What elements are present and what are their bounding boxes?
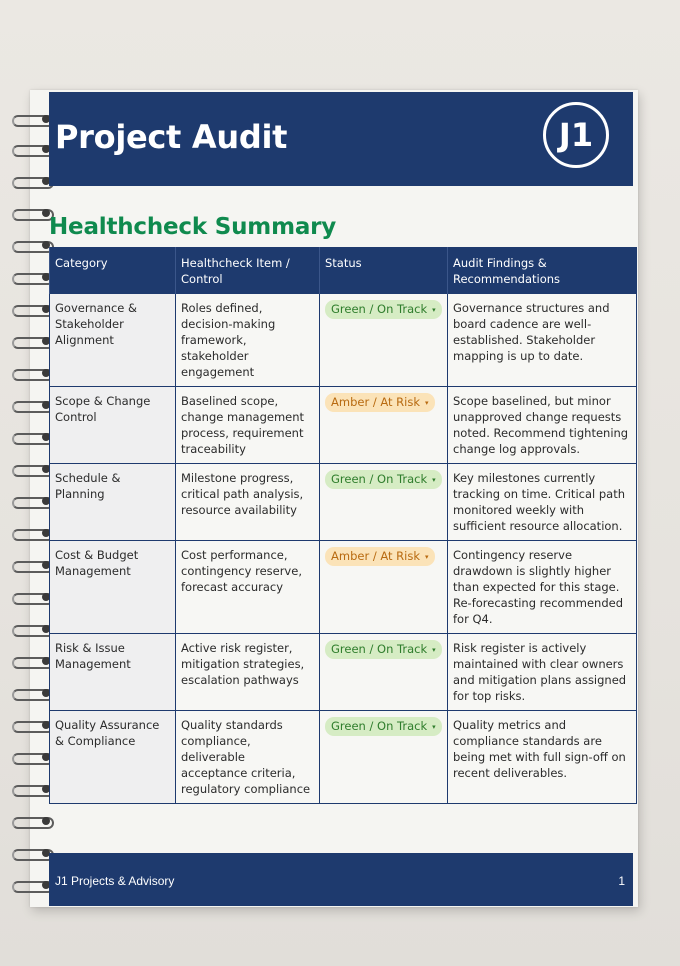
item-cell: Active risk register, mitigation strategies, escalation pathways (176, 634, 320, 711)
item-cell: Cost performance, contingency reserve, forecast accuracy (176, 541, 320, 634)
binding-ring (8, 270, 52, 284)
binding-ring (8, 782, 52, 796)
caret-down-icon: ▾ (432, 305, 436, 314)
healthcheck-table (49, 247, 637, 804)
findings-cell: Quality metrics and compliance standards are being met with full sign-off on recent deliverables. (448, 711, 637, 804)
status-cell (320, 294, 448, 387)
category-cell: Schedule & Planning (50, 464, 176, 541)
status-label: Green / On Track (331, 302, 428, 316)
binding-ring (8, 238, 52, 252)
caret-down-icon: ▾ (425, 398, 429, 407)
binding-ring (8, 654, 52, 668)
column-header-status: Status (320, 247, 448, 294)
binding-ring (8, 846, 52, 860)
findings-cell: Key milestones currently tracking on time. Critical path monitored weekly with sufficient resource allocation. (448, 464, 637, 541)
caret-down-icon: ▾ (432, 722, 436, 731)
footer-banner (49, 853, 633, 906)
binding-ring (8, 558, 52, 572)
category-cell: Risk & Issue Management (50, 634, 176, 711)
status-label: Green / On Track (331, 472, 428, 486)
status-label: Amber / At Risk (331, 395, 421, 409)
category-cell: Cost & Budget Management (50, 541, 176, 634)
status-label: Green / On Track (331, 642, 428, 656)
binding-ring (8, 462, 52, 476)
category-cell: Governance & Stakeholder Alignment (50, 294, 176, 387)
findings-cell: Contingency reserve drawdown is slightly higher than expected for this stage. Re-forecasting recommended for Q4. (448, 541, 637, 634)
status-dropdown[interactable] (325, 470, 442, 489)
item-cell: Milestone progress, critical path analysis, resource availability (176, 464, 320, 541)
table-row (50, 541, 637, 634)
status-dropdown[interactable] (325, 393, 435, 412)
column-header-item: Healthcheck Item / Control (176, 247, 320, 294)
binding-ring (8, 590, 52, 604)
binding-ring (8, 526, 52, 540)
status-label: Green / On Track (331, 719, 428, 733)
status-dropdown[interactable] (325, 300, 442, 319)
column-header-category: Category (50, 247, 176, 294)
binding-ring (8, 398, 52, 412)
j1-logo: J1 (543, 102, 609, 168)
status-dropdown[interactable] (325, 547, 435, 566)
binding-ring (8, 206, 52, 220)
status-cell (320, 387, 448, 464)
binding-ring (8, 174, 52, 188)
findings-cell: Risk register is actively maintained with clear owners and mitigation plans assigned for top risks. (448, 634, 637, 711)
binding-ring (8, 430, 52, 444)
status-cell (320, 541, 448, 634)
footer-org: J1 Projects & Advisory (55, 874, 175, 888)
category-cell: Quality Assurance & Compliance (50, 711, 176, 804)
page-title: Project Audit (55, 118, 288, 156)
caret-down-icon: ▾ (432, 645, 436, 654)
table-row (50, 294, 637, 387)
binding-ring (8, 494, 52, 508)
status-cell (320, 711, 448, 804)
item-cell: Baselined scope, change management process, requirement traceability (176, 387, 320, 464)
binding-ring (8, 718, 52, 732)
caret-down-icon: ▾ (425, 552, 429, 561)
binding-ring (8, 750, 52, 764)
binding-ring (8, 814, 52, 828)
status-dropdown[interactable] (325, 717, 442, 736)
table-row (50, 464, 637, 541)
binding-ring (8, 622, 52, 636)
findings-cell: Scope baselined, but minor unapproved change requests noted. Recommend tightening change log approvals. (448, 387, 637, 464)
table-header-row (50, 247, 637, 294)
binding-ring (8, 142, 52, 156)
section-title: Healthcheck Summary (49, 214, 337, 240)
status-label: Amber / At Risk (331, 549, 421, 563)
binding-ring (8, 366, 52, 380)
page-number: 1 (618, 874, 625, 888)
binding-ring (8, 112, 52, 126)
status-cell (320, 464, 448, 541)
binding-ring (8, 686, 52, 700)
binding-ring (8, 302, 52, 316)
category-cell: Scope & Change Control (50, 387, 176, 464)
status-dropdown[interactable] (325, 640, 442, 659)
binding-ring (8, 334, 52, 348)
table-row (50, 634, 637, 711)
item-cell: Roles defined, decision-making framework, stakeholder engagement (176, 294, 320, 387)
item-cell: Quality standards compliance, deliverable acceptance criteria, regulatory compliance (176, 711, 320, 804)
binding-ring (8, 878, 52, 892)
table-row (50, 387, 637, 464)
caret-down-icon: ▾ (432, 475, 436, 484)
header-banner (49, 92, 633, 186)
status-cell (320, 634, 448, 711)
column-header-findings: Audit Findings & Recommendations (448, 247, 637, 294)
table-row (50, 711, 637, 804)
findings-cell: Governance structures and board cadence are well-established. Stakeholder mapping is up to date. (448, 294, 637, 387)
